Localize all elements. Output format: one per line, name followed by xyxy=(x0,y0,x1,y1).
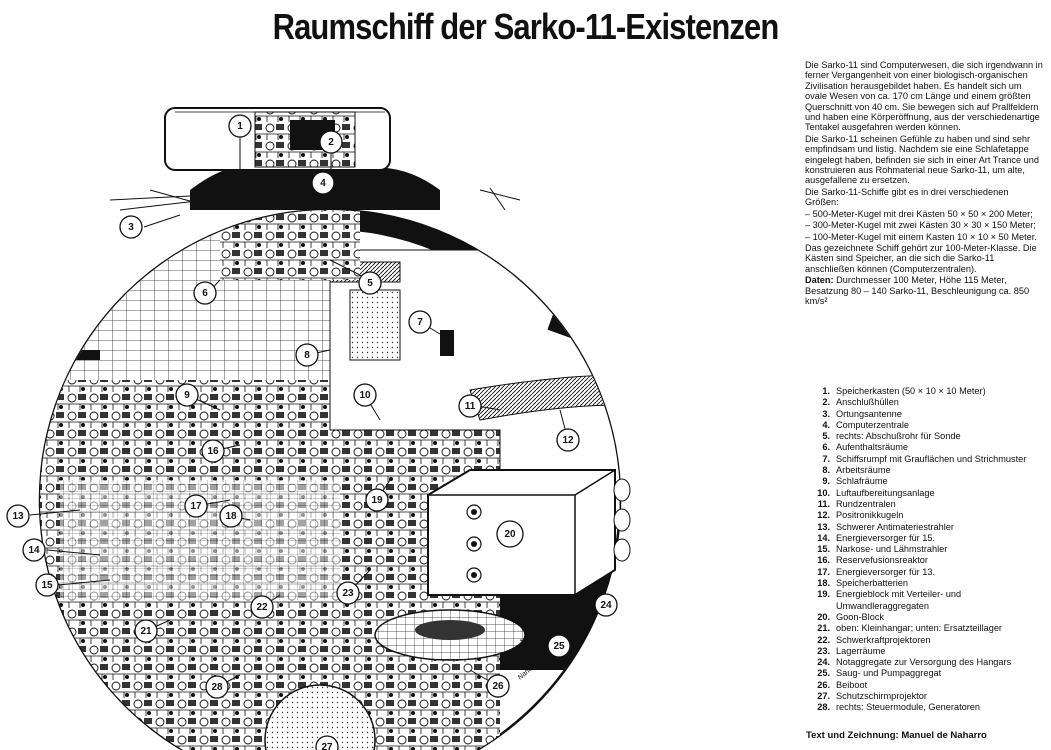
callout-12 xyxy=(557,429,579,451)
callout-number: 11 xyxy=(464,401,476,412)
legend-text: Beiboot xyxy=(836,679,868,690)
callout-number: 4 xyxy=(320,178,326,189)
callout-number: 26 xyxy=(492,681,504,692)
callout-number: 10 xyxy=(359,390,371,401)
legend-number: 17. xyxy=(817,566,830,577)
legend-item xyxy=(815,476,1045,487)
callout-number: 20 xyxy=(504,529,516,540)
data-label: Daten: xyxy=(805,275,834,286)
legend-item xyxy=(815,409,1045,420)
legend-item xyxy=(815,544,1045,555)
dinghy xyxy=(415,620,485,640)
legend-number: 7. xyxy=(822,453,830,464)
callout-23 xyxy=(337,582,359,604)
legend-text: rechts: Steuermodule, Generatoren xyxy=(836,702,981,713)
callout-number: 28 xyxy=(211,682,223,693)
legend-item xyxy=(815,442,1045,453)
legend-text: Arbeitsräume xyxy=(836,465,891,476)
artist-signature: Naharo xyxy=(516,661,539,682)
legend-number: 2. xyxy=(822,397,830,408)
callout-24 xyxy=(595,594,617,616)
callout-number: 2 xyxy=(328,137,334,148)
legend-item xyxy=(815,454,1045,465)
callout-number: 15 xyxy=(41,580,53,591)
legend-item xyxy=(815,533,1045,544)
callout-18 xyxy=(220,505,242,527)
callout-7 xyxy=(409,311,431,333)
callout-15 xyxy=(36,574,58,596)
legend-item xyxy=(815,623,1045,634)
legend-item xyxy=(815,522,1045,533)
callout-number: 25 xyxy=(553,641,565,652)
callout-25 xyxy=(548,635,570,657)
callout-22 xyxy=(251,596,273,618)
callout-number: 6 xyxy=(202,288,208,299)
spaceship-cutaway-diagram xyxy=(0,50,790,750)
callout-6 xyxy=(194,282,216,304)
legend-text: Schwerkraftprojektoren xyxy=(836,634,931,645)
legend-number: 23. xyxy=(817,645,830,656)
legend-text: Reservefusionsreaktor xyxy=(836,555,928,566)
callout-14 xyxy=(23,539,45,561)
legend-item xyxy=(815,567,1045,578)
legend-number: 19. xyxy=(817,589,830,600)
legend-number: 25. xyxy=(817,668,830,679)
legend-text: Speicherkasten (50 × 10 × 10 Meter) xyxy=(836,386,986,396)
legend-item xyxy=(815,578,1045,589)
callout-number: 14 xyxy=(28,545,40,556)
data-text: Durchmesser 100 Meter, Höhe 115 Meter, Besatzung 80 – 140 Sarko-11, Beschleunigung ca. 850 km/s² xyxy=(805,275,1030,306)
legend-text: Narkose- und Lähmstrahler xyxy=(836,544,948,555)
callout-8 xyxy=(296,344,318,366)
callout-9 xyxy=(176,384,198,406)
size-class-300: – 300-Meter-Kugel mit zwei Kästen 30 × 30 × 150 Meter; xyxy=(805,220,1036,231)
callout-number: 24 xyxy=(600,600,612,611)
callout-10 xyxy=(354,384,376,406)
legend-item xyxy=(815,635,1045,646)
callout-number: 17 xyxy=(190,501,202,512)
callout-number: 23 xyxy=(342,588,354,599)
legend-text: Schwerer Antimateriestrahler xyxy=(836,521,954,532)
legend-text: Aufenthaltsräume xyxy=(836,442,909,453)
callout-number: 8 xyxy=(304,350,310,361)
upper-machinery xyxy=(220,210,360,280)
description-panel xyxy=(805,60,1043,307)
legend-number: 5. xyxy=(822,431,830,442)
legend-number: 26. xyxy=(817,679,830,690)
legend-text: Speicherbatterien xyxy=(836,578,909,589)
callout-21 xyxy=(135,620,157,642)
legend-text: Schutzschirmprojektor xyxy=(836,691,927,702)
callout-number: 18 xyxy=(225,511,237,522)
legend-number: 13. xyxy=(817,521,830,532)
legend-item xyxy=(815,657,1045,668)
legend-item xyxy=(815,691,1045,702)
size-class-100: – 100-Meter-Kugel mit einem Kasten 10 × 10 × 50 Meter. xyxy=(805,231,1037,242)
callout-13 xyxy=(7,505,29,527)
data-paragraph xyxy=(805,275,1043,306)
callout-number: 22 xyxy=(256,602,268,613)
callout-20 xyxy=(497,521,523,547)
hull-stripe-left xyxy=(40,350,100,360)
goon-block xyxy=(428,470,630,595)
legend-text: Energieblock mit Verteiler- und Umwandleraggregaten xyxy=(836,589,962,611)
legend-item xyxy=(815,702,1045,713)
legend-item xyxy=(815,499,1045,510)
legend-number: 12. xyxy=(817,510,830,521)
callout-26 xyxy=(487,675,509,697)
legend-number: 20. xyxy=(817,611,830,622)
description-paragraph-3: Die Sarko-11-Schiffe gibt es in drei verschiedenen Größen: xyxy=(805,186,1009,208)
hull-grey-panel-mid xyxy=(350,290,400,360)
legend-item xyxy=(815,646,1045,657)
legend-item xyxy=(815,510,1045,521)
legend-text: Luftaufbereitungsanlage xyxy=(836,487,935,498)
callout-number: 7 xyxy=(417,317,423,328)
callout-5 xyxy=(359,272,381,294)
callout-number: 13 xyxy=(12,511,24,522)
legend-item xyxy=(815,668,1045,679)
legend-number: 24. xyxy=(817,657,830,668)
legend-item xyxy=(815,431,1045,442)
legend-number: 11. xyxy=(817,498,830,509)
legend-text: Positronikkugeln xyxy=(836,510,904,521)
size-class-500: – 500-Meter-Kugel mit drei Kästen 50 × 50 × 200 Meter; xyxy=(805,208,1033,219)
callout-number: 9 xyxy=(184,390,190,401)
legend-text: Rundzentralen xyxy=(836,498,896,509)
page-title: Raumschiff der Sarko-11-Existenzen xyxy=(272,6,779,47)
callout-1 xyxy=(229,115,251,137)
callout-number: 19 xyxy=(371,495,383,506)
description-paragraph-1: Die Sarko-11 sind Computerwesen, die sich irgendwann in ferner Vergangenheit von einer biologisch-organischen Zivilisation herausgebildet haben. Es handelt sich um ovale Wesen von ca. 170 cm Länge und einem größten Querschnitt von 40 cm. Sie bewegen sich auf Prallfeldern und haben eine Körperöffnung, aus der verschiedenartige Tentakel ausgefahren werden können. xyxy=(805,60,1043,133)
legend-number: 22. xyxy=(817,634,830,645)
description-paragraph-7: Das gezeichnete Schiff gehört zur 100-Meter-Klasse. Die Kästen sind Speicher, an die sich die Sarko-11 anschließen können (Computerzentralen). xyxy=(805,242,1037,274)
legend-list xyxy=(815,386,1045,714)
legend-item xyxy=(815,488,1045,499)
legend-number: 9. xyxy=(822,476,830,487)
callout-17 xyxy=(185,495,207,517)
legend-item xyxy=(815,555,1045,566)
legend-number: 8. xyxy=(822,465,830,476)
legend-text: Energieversorger für 13. xyxy=(836,566,936,577)
legend-text: Lagerräume xyxy=(836,645,886,656)
legend-text: Schiffsrumpf mit Grauflächen und Strichmuster xyxy=(836,453,1027,464)
legend-item xyxy=(815,589,1045,612)
callout-28 xyxy=(206,676,228,698)
legend-text: Ortungsantenne xyxy=(836,408,902,419)
legend-text: Energieversorger für 15. xyxy=(836,532,936,543)
legend-number: 3. xyxy=(822,408,830,419)
legend-number: 18. xyxy=(817,578,830,589)
legend-text: Notaggregate zur Versorgung des Hangars xyxy=(836,657,1012,668)
callout-number: 12 xyxy=(562,435,574,446)
callout-3 xyxy=(120,216,142,238)
legend-item xyxy=(815,420,1045,431)
legend-item xyxy=(815,465,1045,476)
callout-4 xyxy=(312,172,334,194)
legend-number: 28. xyxy=(817,702,830,713)
legend-text: Anschlußhüllen xyxy=(836,397,899,408)
callout-number: 5 xyxy=(367,278,373,289)
callout-number: 1 xyxy=(237,121,243,132)
callout-2 xyxy=(320,131,342,153)
legend-text: Schlafräume xyxy=(836,476,888,487)
legend-text: rechts: Abschußrohr für Sonde xyxy=(836,431,961,442)
callout-11 xyxy=(459,395,481,417)
legend-text: oben: Kleinhangar; unten: Ersatzteillager xyxy=(836,623,1002,634)
legend-text: Saug- und Pumpaggregat xyxy=(836,668,942,679)
legend-number: 6. xyxy=(822,442,830,453)
hull-dark-panel-1 xyxy=(440,330,454,356)
legend-item xyxy=(815,397,1045,408)
legend-number: 15. xyxy=(817,544,830,555)
legend-item xyxy=(815,386,1045,397)
legend-number: 4. xyxy=(822,419,830,430)
legend-number: 10. xyxy=(817,487,830,498)
callout-number: 3 xyxy=(128,222,134,233)
legend-text: Computerzentrale xyxy=(836,419,910,430)
callout-number: 27 xyxy=(321,742,333,750)
legend-number: 27. xyxy=(817,691,830,702)
legend-number: 21. xyxy=(817,623,830,634)
legend-number: 16. xyxy=(817,555,830,566)
callout-number: 21 xyxy=(140,626,152,637)
legend-item xyxy=(815,680,1045,691)
legend-text: Goon-Block xyxy=(836,611,885,622)
description-paragraph-2: Die Sarko-11 scheinen Gefühle zu haben und sind sehr empfindsam und listig. Nachdem sie eine Schlafetappe eingelegt haben, befinden sie sich in einer Art Trance und konstruieren aus Rohmaterial neue Sarko-11, um alte, ausgefallene zu ersetzen. xyxy=(805,133,1039,186)
callout-19 xyxy=(366,489,388,511)
legend-number: 1. xyxy=(822,386,830,396)
callout-number: 16 xyxy=(207,446,219,457)
legend-item xyxy=(815,612,1045,623)
credit-line: Text und Zeichnung: Manuel de Naharro xyxy=(806,730,987,741)
legend-number: 14. xyxy=(817,532,830,543)
callout-16 xyxy=(202,440,224,462)
